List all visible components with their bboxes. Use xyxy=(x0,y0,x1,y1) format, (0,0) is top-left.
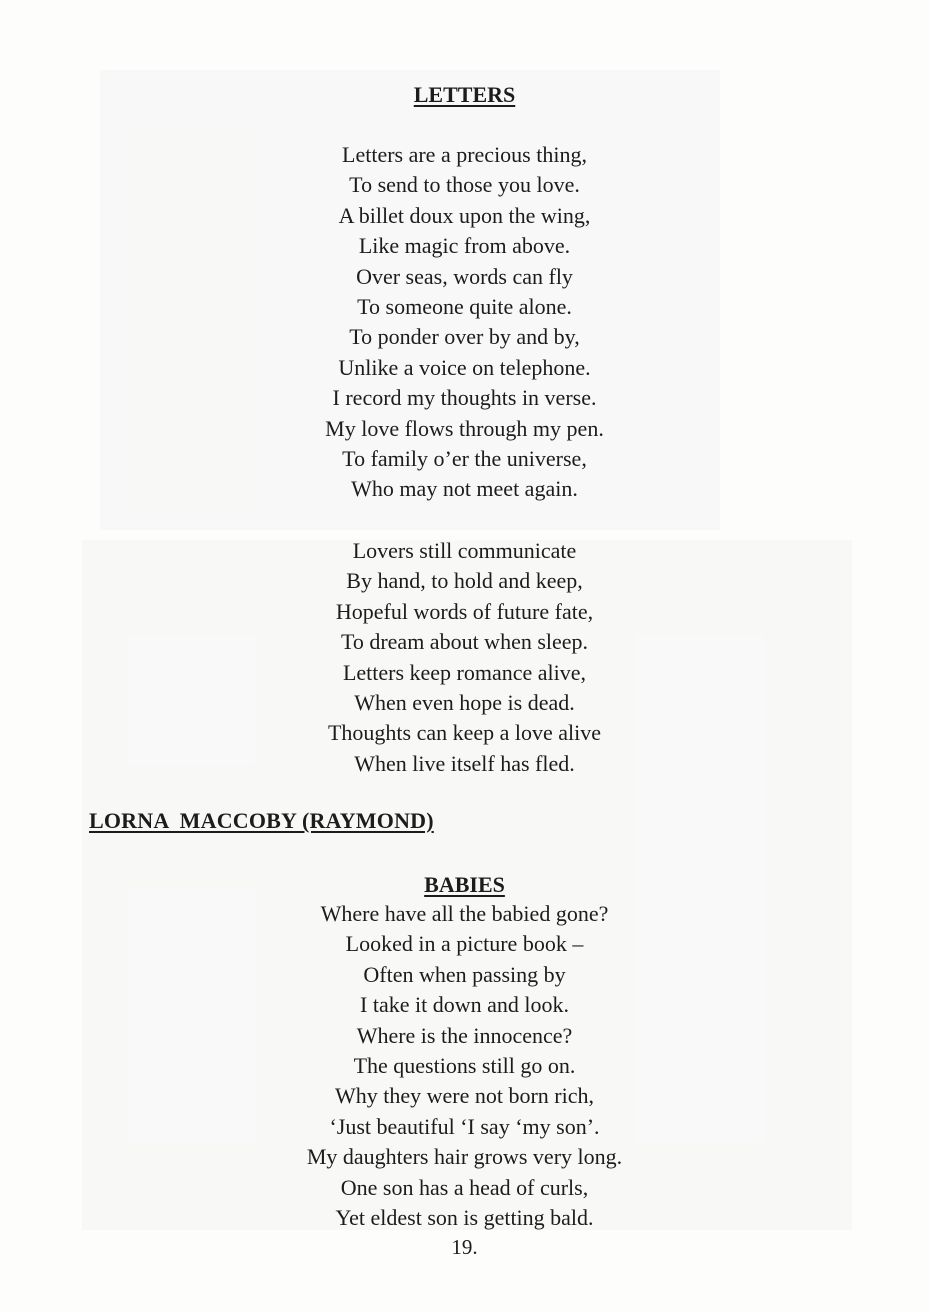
poem-line: When even hope is dead. xyxy=(354,689,575,715)
poem-line: Lovers still communicate xyxy=(352,538,577,563)
page-number: 19. xyxy=(451,1235,478,1259)
poem-title-letters: LETTERS xyxy=(413,82,516,107)
poem-line: When live itself has fled. xyxy=(354,750,575,776)
poem-line: Where have all the babied gone? xyxy=(320,901,609,926)
poem-line: Letters are a precious thing, xyxy=(342,142,587,167)
poem-line: One son has a head of curls, xyxy=(340,1174,589,1200)
poem-line: To ponder over by and by, xyxy=(349,324,580,350)
poem-line: Thoughts can keep a love alive xyxy=(327,720,602,746)
poem-line: ‘Just beautiful ‘I say ‘my son’. xyxy=(329,1113,600,1139)
poem-line: To send to those you love. xyxy=(349,172,580,198)
poem-line: I take it down and look. xyxy=(360,992,569,1018)
author-heading: LORNA MACCOBY (RAYMOND) xyxy=(89,808,434,833)
poem-line: By hand, to hold and keep, xyxy=(346,568,583,594)
poem-line: Hopeful words of future fate, xyxy=(335,598,594,624)
poem-line: Like magic from above. xyxy=(358,233,571,259)
poem-line: Who may not meet again. xyxy=(351,476,578,502)
poem-line: I record my thoughts in verse. xyxy=(332,385,597,411)
poem-letters-stanza-2 xyxy=(0,536,929,779)
poem-letters-stanza-1 xyxy=(0,140,929,505)
poem-line: Where is the innocence? xyxy=(356,1022,573,1048)
poem-line: The questions still go on. xyxy=(353,1052,576,1078)
poem-line: To family o’er the universe, xyxy=(342,445,587,471)
poem-line: To dream about when sleep. xyxy=(340,629,589,655)
poem-line: Looked in a picture book – xyxy=(345,931,584,957)
poem-babies xyxy=(0,899,929,1233)
poem-line: Yet eldest son is getting bald. xyxy=(335,1204,594,1230)
poem-line: Why they were not born rich, xyxy=(334,1083,595,1109)
poem-line: Over seas, words can fly xyxy=(356,263,573,289)
poem-line: Unlike a voice on telephone. xyxy=(338,354,591,380)
poem-line: Often when passing by xyxy=(363,961,566,987)
poem-line: To someone quite alone. xyxy=(357,293,572,319)
poem-line: A billet doux upon the wing, xyxy=(338,202,591,228)
poem-line: Letters keep romance alive, xyxy=(342,659,587,685)
poem-title-babies: BABIES xyxy=(424,872,505,897)
poem-line: My daughters hair grows very long. xyxy=(306,1144,623,1170)
poem-line: My love flows through my pen. xyxy=(325,415,604,441)
